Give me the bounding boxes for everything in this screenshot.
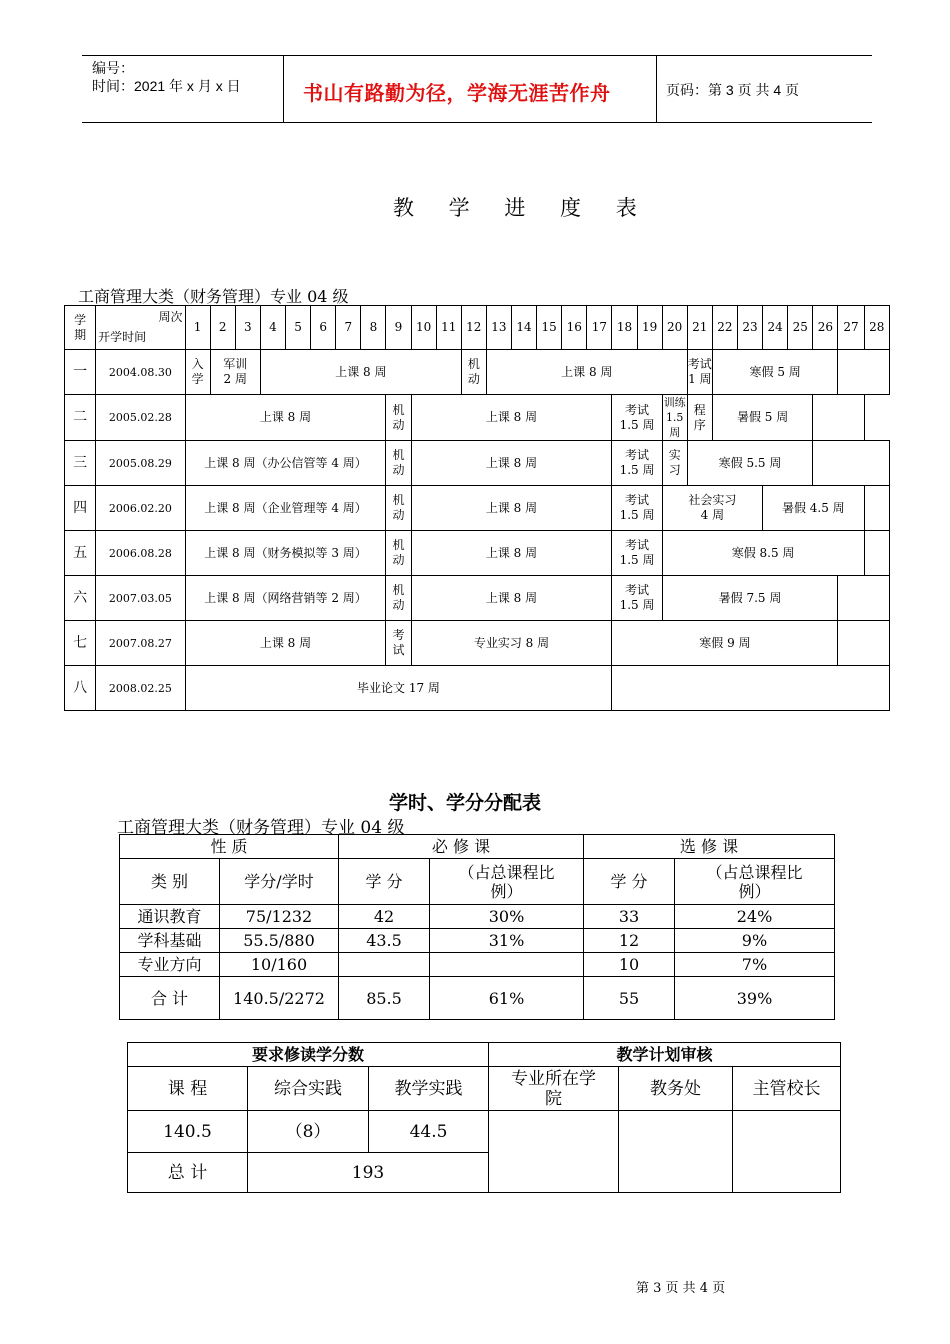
total-label: 总 计 bbox=[128, 1153, 248, 1193]
schedule-block: 上课 8 周 bbox=[411, 531, 612, 576]
start-date-cell: 2005.02.28 bbox=[96, 395, 185, 441]
total-row bbox=[120, 977, 835, 1020]
nature-header: 性 质 bbox=[120, 835, 339, 859]
week-number: 6 bbox=[311, 306, 336, 350]
credits-table bbox=[119, 834, 835, 1020]
schedule-block bbox=[838, 621, 890, 666]
category-cell: 合 计 bbox=[120, 977, 220, 1020]
dept-college-header: 专业所在学 院 bbox=[489, 1067, 619, 1111]
week-number: 11 bbox=[436, 306, 461, 350]
schedule-block: 上课 8 周 bbox=[185, 621, 386, 666]
credit-hours-header: 学分/学时 bbox=[220, 859, 339, 905]
schedule-block bbox=[813, 441, 890, 486]
schedule-block: 上课 8 周 bbox=[411, 441, 612, 486]
schedule-block: 上课 8 周 bbox=[411, 486, 612, 531]
schedule-block: 寒假 5 周 bbox=[712, 350, 838, 395]
start-header: 开学时间 bbox=[98, 330, 147, 344]
week-number: 20 bbox=[662, 306, 687, 350]
schedule-row bbox=[65, 576, 890, 621]
schedule-row bbox=[65, 350, 890, 395]
schedule-block: 寒假 8.5 周 bbox=[662, 531, 864, 576]
diagonal-line bbox=[96, 306, 185, 350]
schedule-block: 暑假 5 周 bbox=[712, 395, 812, 441]
schedule-block: 上课 8 周（网络营销等 2 周） bbox=[185, 576, 386, 621]
schedule-block: 机 动 bbox=[386, 486, 411, 531]
week-number: 13 bbox=[486, 306, 511, 350]
week-header: 周次 bbox=[158, 310, 183, 324]
header-bottom-rule bbox=[82, 122, 872, 123]
schedule-block bbox=[864, 531, 889, 576]
credits-title: 学时、学分分配表 bbox=[389, 792, 542, 814]
schedule-block: 上课 8 周 bbox=[260, 350, 461, 395]
credit-hours-cell: 140.5/2272 bbox=[220, 977, 339, 1020]
schedule-block bbox=[838, 350, 890, 395]
header-top-rule bbox=[82, 55, 872, 56]
start-date-cell: 2007.03.05 bbox=[96, 576, 185, 621]
teaching-practice-header: 教学实践 bbox=[369, 1067, 489, 1111]
category-cell: 学科基础 bbox=[120, 929, 220, 953]
week-number: 15 bbox=[537, 306, 562, 350]
schedule-block: 考试 1 周 bbox=[687, 350, 712, 395]
start-date-cell: 2004.08.30 bbox=[96, 350, 185, 395]
elective-ratio-cell: 9% bbox=[675, 929, 835, 953]
serial-label: 编号： bbox=[92, 60, 134, 76]
required-credits-header: 要求修读学分数 bbox=[128, 1043, 489, 1067]
required-credit-cell: 42 bbox=[339, 905, 430, 929]
required-credit-header: 学 分 bbox=[339, 859, 430, 905]
comprehensive-practice-value: （8） bbox=[248, 1111, 369, 1153]
academic-office-signature-cell bbox=[619, 1111, 733, 1193]
week-number: 27 bbox=[838, 306, 864, 350]
schedule-block: 专业实习 8 周 bbox=[411, 621, 612, 666]
schedule-block: 考 试 bbox=[386, 621, 411, 666]
required-ratio-cell: 31% bbox=[430, 929, 584, 953]
week-number: 1 bbox=[185, 306, 210, 350]
schedule-title: 教 学 进 度 表 bbox=[393, 196, 651, 220]
week-number: 3 bbox=[235, 306, 260, 350]
week-number: 14 bbox=[511, 306, 536, 350]
schedule-block: 考试 1.5 周 bbox=[612, 486, 662, 531]
schedule-block: 实 习 bbox=[662, 441, 687, 486]
plan-review-header: 教学计划审核 bbox=[489, 1043, 841, 1067]
schedule-block: 机 动 bbox=[386, 531, 411, 576]
schedule-header-row bbox=[65, 306, 890, 350]
credit-hours-cell: 10/160 bbox=[220, 953, 339, 977]
term-cell: 四 bbox=[65, 486, 96, 531]
schedule-block: 上课 8 周 bbox=[411, 395, 612, 441]
page-label: 页码：第 3 页 共 4 页 bbox=[666, 82, 800, 98]
term-cell: 八 bbox=[65, 666, 96, 711]
schedule-block: 考试 1.5 周 bbox=[612, 531, 662, 576]
week-number: 22 bbox=[712, 306, 737, 350]
required-ratio-header: （占总课程比 例） bbox=[430, 859, 584, 905]
start-date-cell: 2006.02.20 bbox=[96, 486, 185, 531]
required-credit-cell: 85.5 bbox=[339, 977, 430, 1020]
week-number: 18 bbox=[612, 306, 637, 350]
week-number: 12 bbox=[461, 306, 486, 350]
comprehensive-practice-header: 综合实践 bbox=[248, 1067, 369, 1111]
elective-ratio-cell: 39% bbox=[675, 977, 835, 1020]
category-cell: 专业方向 bbox=[120, 953, 220, 977]
schedule-block: 上课 8 周 bbox=[185, 395, 386, 441]
header-divider bbox=[656, 55, 657, 122]
schedule-block: 机 动 bbox=[386, 576, 411, 621]
elective-ratio-cell: 7% bbox=[675, 953, 835, 977]
teaching-practice-value: 44.5 bbox=[369, 1111, 489, 1153]
required-credit-cell bbox=[339, 953, 430, 977]
motto: 书山有路勤为径，学海无涯苦作舟 bbox=[303, 81, 611, 105]
requirements-table bbox=[127, 1042, 841, 1193]
term-cell: 六 bbox=[65, 576, 96, 621]
term-cell: 二 bbox=[65, 395, 96, 441]
schedule-block: 考试 1.5 周 bbox=[612, 395, 662, 441]
week-number: 8 bbox=[361, 306, 386, 350]
category-header: 类 别 bbox=[120, 859, 220, 905]
schedule-block bbox=[813, 395, 864, 441]
required-ratio-cell: 30% bbox=[430, 905, 584, 929]
required-header: 必 修 课 bbox=[339, 835, 584, 859]
schedule-block: 暑假 7.5 周 bbox=[662, 576, 838, 621]
term-cell: 五 bbox=[65, 531, 96, 576]
week-number: 26 bbox=[813, 306, 838, 350]
start-date-cell: 2006.08.28 bbox=[96, 531, 185, 576]
schedule-block bbox=[864, 486, 889, 531]
week-number: 4 bbox=[260, 306, 285, 350]
schedule-row bbox=[65, 395, 890, 441]
week-number: 24 bbox=[763, 306, 788, 350]
header-divider bbox=[283, 55, 284, 122]
schedule-block bbox=[612, 666, 890, 711]
schedule-block: 考试 1.5 周 bbox=[612, 576, 662, 621]
start-date-cell: 2008.02.25 bbox=[96, 666, 185, 711]
page-footer: 第 3 页 共 4 页 bbox=[636, 1281, 726, 1296]
principal-signature-cell bbox=[733, 1111, 841, 1193]
week-number: 9 bbox=[386, 306, 411, 350]
schedule-block: 上课 8 周 bbox=[486, 350, 687, 395]
schedule-block: 上课 8 周（企业管理等 4 周） bbox=[185, 486, 386, 531]
required-ratio-cell bbox=[430, 953, 584, 977]
week-number: 21 bbox=[687, 306, 712, 350]
schedule-block: 上课 8 周（办公信管等 4 周） bbox=[185, 441, 386, 486]
schedule-block: 机 动 bbox=[461, 350, 486, 395]
week-number: 23 bbox=[737, 306, 762, 350]
elective-ratio-cell: 24% bbox=[675, 905, 835, 929]
schedule-row bbox=[65, 621, 890, 666]
week-number: 17 bbox=[587, 306, 612, 350]
start-date-cell: 2005.08.29 bbox=[96, 441, 185, 486]
term-cell: 七 bbox=[65, 621, 96, 666]
schedule-row bbox=[65, 441, 890, 486]
term-header: 学 期 bbox=[65, 306, 96, 350]
schedule-block: 上课 8 周 bbox=[411, 576, 612, 621]
schedule-block: 社会实习 4 周 bbox=[662, 486, 762, 531]
principal-header: 主管校长 bbox=[733, 1067, 841, 1111]
term-cell: 三 bbox=[65, 441, 96, 486]
schedule-row bbox=[65, 666, 890, 711]
total-value: 193 bbox=[248, 1153, 489, 1193]
week-number: 19 bbox=[637, 306, 662, 350]
week-number: 16 bbox=[562, 306, 587, 350]
category-cell: 通识教育 bbox=[120, 905, 220, 929]
elective-ratio-header: （占总课程比 例） bbox=[675, 859, 835, 905]
course-header: 课 程 bbox=[128, 1067, 248, 1111]
credit-hours-cell: 55.5/880 bbox=[220, 929, 339, 953]
credits-major: 工商管理大类（财务管理）专业 04 级 bbox=[117, 818, 405, 838]
schedule-block bbox=[838, 576, 890, 621]
week-number: 5 bbox=[286, 306, 311, 350]
schedule-block: 考试 1.5 周 bbox=[612, 441, 662, 486]
elective-credit-cell: 33 bbox=[584, 905, 675, 929]
schedule-block: 训练 1.5 周 bbox=[663, 396, 686, 439]
week-number: 2 bbox=[210, 306, 235, 350]
schedule-block: 入 学 bbox=[185, 350, 210, 395]
schedule-row bbox=[65, 486, 890, 531]
elective-credit-cell: 55 bbox=[584, 977, 675, 1020]
time-label: 时间：2021 年 x 月 x 日 bbox=[92, 78, 241, 94]
table-row bbox=[120, 905, 835, 929]
week-number: 7 bbox=[336, 306, 361, 350]
elective-credit-cell: 10 bbox=[584, 953, 675, 977]
required-ratio-cell: 61% bbox=[430, 977, 584, 1020]
schedule-table bbox=[64, 305, 890, 711]
schedule-block: 程 序 bbox=[687, 395, 712, 441]
schedule-block: 上课 8 周（财务模拟等 3 周） bbox=[185, 531, 386, 576]
schedule-block: 毕业论文 17 周 bbox=[185, 666, 612, 711]
elective-credit-cell: 12 bbox=[584, 929, 675, 953]
required-credit-cell: 43.5 bbox=[339, 929, 430, 953]
credit-hours-cell: 75/1232 bbox=[220, 905, 339, 929]
week-start-header bbox=[96, 306, 185, 350]
table-row bbox=[120, 953, 835, 977]
schedule-block: 机 动 bbox=[386, 395, 411, 441]
week-number: 25 bbox=[788, 306, 813, 350]
term-cell: 一 bbox=[65, 350, 96, 395]
schedule-block: 机 动 bbox=[386, 441, 411, 486]
schedule-block: 军训 2 周 bbox=[210, 350, 260, 395]
table-row bbox=[120, 929, 835, 953]
elective-header: 选 修 课 bbox=[584, 835, 835, 859]
course-value: 140.5 bbox=[128, 1111, 248, 1153]
elective-credit-header: 学 分 bbox=[584, 859, 675, 905]
academic-office-header: 教务处 bbox=[619, 1067, 733, 1111]
week-number: 10 bbox=[411, 306, 436, 350]
schedule-major: 工商管理大类（财务管理）专业 04 级 bbox=[78, 287, 349, 306]
schedule-block: 寒假 9 周 bbox=[612, 621, 838, 666]
week-number: 28 bbox=[864, 306, 889, 350]
schedule-row bbox=[65, 531, 890, 576]
dept-signature-cell bbox=[489, 1111, 619, 1193]
schedule-block: 寒假 5.5 周 bbox=[687, 441, 813, 486]
schedule-block: 暑假 4.5 周 bbox=[763, 486, 864, 531]
start-date-cell: 2007.08.27 bbox=[96, 621, 185, 666]
